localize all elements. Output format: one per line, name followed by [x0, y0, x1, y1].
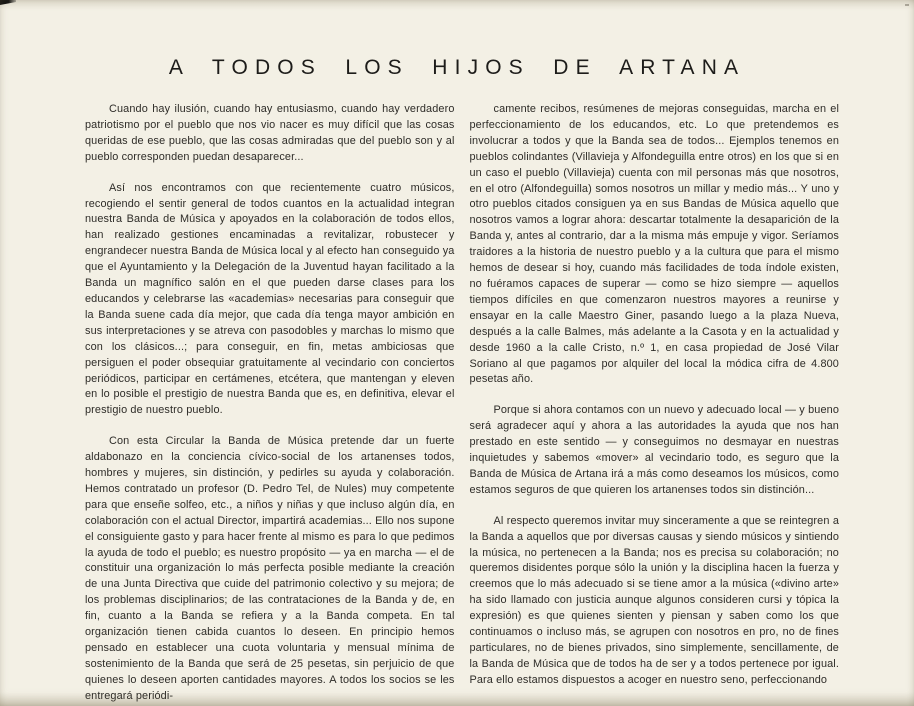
text-columns [85, 102, 839, 705]
paragraph: Así nos encontramos con que recientemente cuatro músicos, recogiendo el sentir general de todos cuantos en la actualidad integran nuestra Banda de Música y apoyados en la colaboración de todos ellos, han realizado gestiones encaminadas a revitalizar, robustecer y engrandecer nuestra Banda de Música local y al efecto han conseguido ya que el Ayuntamiento y la Delegación de la Juventud hayan facilitado a la Banda un magnífico salón en el que pueden darse clases para los educandos y celebrarse las «academias» necesarias para conseguir que la Banda suene cada día mejor, que cada día tenga mayor ambición en sus interpretaciones y se atreva con pasodobles y marchas lo mismo que con los clásicos...; para conseguir, en fin, metas ambiciosas que persiguen el poder obsequiar gratuitamente al vecindario con conciertos periódicos, participar en certámenes, etcétera, que mantengan y eleven en lo posible el prestigio de nuestra Banda que es, en definitiva, elevar el prestigio de nuestro pueblo. [85, 181, 455, 417]
paragraph: Porque si ahora contamos con un nuevo y adecuado local — y bueno será agradecer aquí y ahora a las autoridades la ayuda que nos han prestado en este sentido — y conseguimos no desmayar en nuestras inquietudes y sabemos «mover» al vecindario todo, es seguro que la Banda de Música de Artana irá a más como deseamos los músicos, como estamos seguros de que quieren los artanenses todos sin distinción... [469, 404, 839, 496]
paragraph: Con esta Circular la Banda de Música pretende dar un fuerte aldabonazo en la conciencia cívico-social de los artanenses todos, hombres y mujeres, sin distinción, y pedirles su ayuda y colaboración. Hemos contratado un profesor (D. Pedro Tel, de Nules) muy competente para que enseñe solfeo, etc., a niños y niñas y que incluso algún día, en colaboración con el actual Director, impartirá academias... Ello nos supone el consiguiente gasto y para hacer frente al mismo es para lo que pedimos la ayuda de todo el pueblo; es nuestro propósito — ya en marcha — el de constituir una organización lo más perfecta posible mediante la creación de una Junta Directiva que cuide del patrimonio colectivo y su mejora; de los problemas disciplinarios; de las contrataciones de la Banda y de, en fin, cuanto a la Banda se refiera y a la Banda competa. En tal organización tienen cabida cuantos lo deseen. En principio hemos pensado en establecer una cuota voluntaria y mensual mínima de sostenimiento de la Banda que será de 25 pesetas, sin perjuicio de que quienes lo deseen aporten cantidades mayores. A todos los socios se les entregará periódi- [85, 435, 455, 702]
paragraph: Cuando hay ilusión, cuando hay entusiasmo, cuando hay verdadero patriotismo por el pueblo que nos vio nacer es muy difícil que las cosas queridas de ese pueblo, que las cosas admiradas que del pueblo son y al pueblo corresponden puedan desaparecer... [85, 103, 455, 163]
left-column [85, 102, 455, 705]
page-title: A TODOS LOS HIJOS DE ARTANA [168, 56, 746, 79]
paragraph: camente recibos, resúmenes de mejoras conseguidas, marcha en el perfeccionamiento de los educandos, etc. Lo que pretendemos es involucrar a todos y que la Banda sea de todos... Ejemplos tenemos en pueblos colindantes (Villavieja y Alfondeguilla entre otros) en los que si en un caso el pueblo (Villavieja) cuenta con mil personas más que nosotros, en el otro (Alfondeguilla) somos nosotros un millar y medio más... Y uno y otro pueblos citados consiguen ya en sus Bandas de Música aquello que nosotros vamos a lograr ahora: descartar totalmente la desaparición de la Banda y, antes al contrario, dar a la misma más empuje y vigor. Seríamos traidores a la historia de nuestro pueblo y a la cultura que para el mismo hemos de desear si hoy, cuando más facilidades de toda índole existen, no fuéramos capaces de superar — como se hizo siempre — aquellos tiempos difíciles en que comenzaron nuestros mayores a reunirse y ensayar en la calle Maestro Giner, pasando luego a la plaza Nueva, después a la calle Balmes, más adelante a la Casota y en la actualidad y desde 1960 a la calle Cristo, n.º 1, en casa propiedad de José Vilar Soriano al que pagamos por alquiler del local la módica cifra de 4.800 pesetas año. [469, 103, 839, 386]
paragraph: Al respecto queremos invitar muy sinceramente a que se reintegren a la Banda a aquellos que por diversas causas y siendo músicos y sintiendo la música, no pertenecen a la Banda; nos es precisa su colaboración; no queremos disidentes porque sólo la unión y la disciplina hacen la fuerza y creemos que lo más adecuado si se tiene amor a la música («divino arte» ha sido llamado con justicia aunque algunos consideren cursi y tópica la expresión) es que quienes sienten y piensan y saben como los que continuamos o incluso más, se agrupen con nosotros en pro, no de fines particulares, no de bienes privados, sino simplemente, sencillamente, de la Banda de Música que de todos ha de ser y a todos pertenece por igual. Para ello estamos dispuestos a acoger en nuestro seno, perfeccionando [469, 514, 839, 686]
scan-speck [905, 4, 909, 6]
scan-artifact [0, 0, 16, 5]
right-column [470, 102, 840, 705]
